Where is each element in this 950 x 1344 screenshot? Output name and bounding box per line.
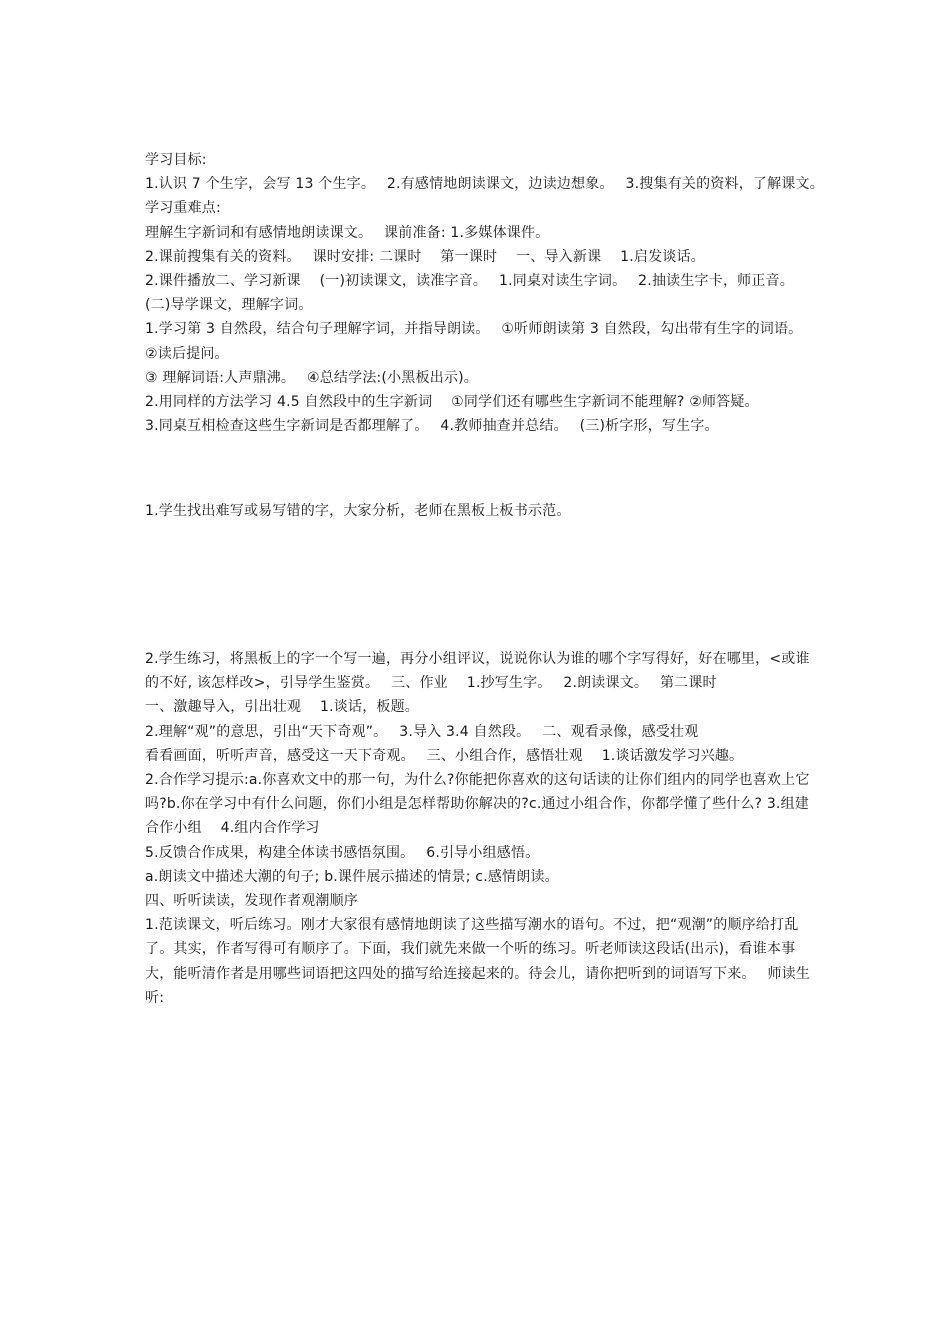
paragraph: 一、激趣导入，引出壮观 1.谈话，板题。 [145,699,420,716]
paragraph: 1.范读课文，听后练习。刚才大家很有感情地朗读了这些描写潮水的语句。不过，把“观潮”的顺序给打乱了。其实，作者写得可有顺序了。下面，我们就先来做一个听的练习。听老师读这段话(出示)，看谁本事大，能听清作者是用哪些词语把这四处的描写给连接起来的。待会儿，请你把听到的词语写下来。 师读生听: [145,917,811,1006]
paragraph: 3.同桌互相检查这些生字新词是否都理解了。 4.教师抽查并总结。 (三)析字形，写生字。 [145,418,719,435]
paragraph: 5.反馈合作成果，构建全体读书感悟氛围。 6.引导小组感悟。 [145,844,540,861]
paragraph: 2.用同样的方法学习 4.5 自然段中的生字新词 ①同学们还有哪些生字新词不能理解? ②师答疑。 [145,394,759,411]
paragraph: 1.学习第 3 自然段，结合句子理解字词，并指导朗读。 ①听师朗读第 3 自然段，勾出带有生字的词语。 ②读后提问。 [145,321,815,362]
paragraph: 看看画面，听听声音，感受这一天下奇观。 三、小组合作，感悟壮观 1.谈话激发学习兴趣。 [145,747,744,764]
paragraph: 1.认识 7 个生字，会写 13 个生字。 2.有感情地朗读课文，边读边想象。 3.搜集有关的资料，了解课文。 学习重难点: [145,176,836,217]
paragraph: a.朗读文中描述大潮的句子; b.课件展示描述的情景; c.感情朗读。 [145,868,559,885]
heading-learning-goals: 学习目标: [145,152,207,168]
paragraph: 2.合作学习提示:a.你喜欢文中的那一句，为什么?你能把你喜欢的这句话读的让你们组内的同学也喜欢上它吗?b.你在学习中有什么问题，你们小组是怎样帮助你解决的?c.通过小组合作，你都学懂了些什么? 3.组建合作小组 4.组内合作学习 [145,772,810,837]
paragraph: ③ 理解词语:人声鼎沸。 ④总结学法:(小黑板出示)。 [145,369,478,386]
lesson-plan-section-1 [145,148,836,438]
paragraph: 2.理解“观”的意思，引出“天下奇观”。 3.导入 3.4 自然段。 二、观看录像，感受壮观 [145,723,699,740]
paragraph: 2.学生练习，将黑板上的字一个写一遍，再分小组评议，说说你认为谁的哪个字写得好，好在哪里，<或谁的不好, 该怎样改>，引导学生鉴赏。 三、作业 1.抄写生字。 2.朗读课文。 第二课时 [145,651,810,692]
paragraph: 1.学生找出难写或易写错的字，大家分析，老师在黑板上板书示范。 [145,503,571,519]
paragraph: 四、听听读读，发现作者观潮顺序 [145,893,358,910]
lesson-plan-section-2 [145,499,817,523]
lesson-plan-section-3 [145,647,817,1010]
paragraph: 2.课件播放二、学习新课 (一)初读课文，读准字音。 1.同桌对读生字词。 2.抽读生字卡，师正音。 (二)导学课文，理解字词。 [145,273,806,314]
paragraph: 2.课前搜集有关的资料。 课时安排: 二课时 第一课时 一、导入新课 1.启发谈话。 [145,248,705,265]
paragraph: 理解生字新词和有感情地朗读课文。 课前准备: 1.多媒体课件。 [145,224,550,241]
